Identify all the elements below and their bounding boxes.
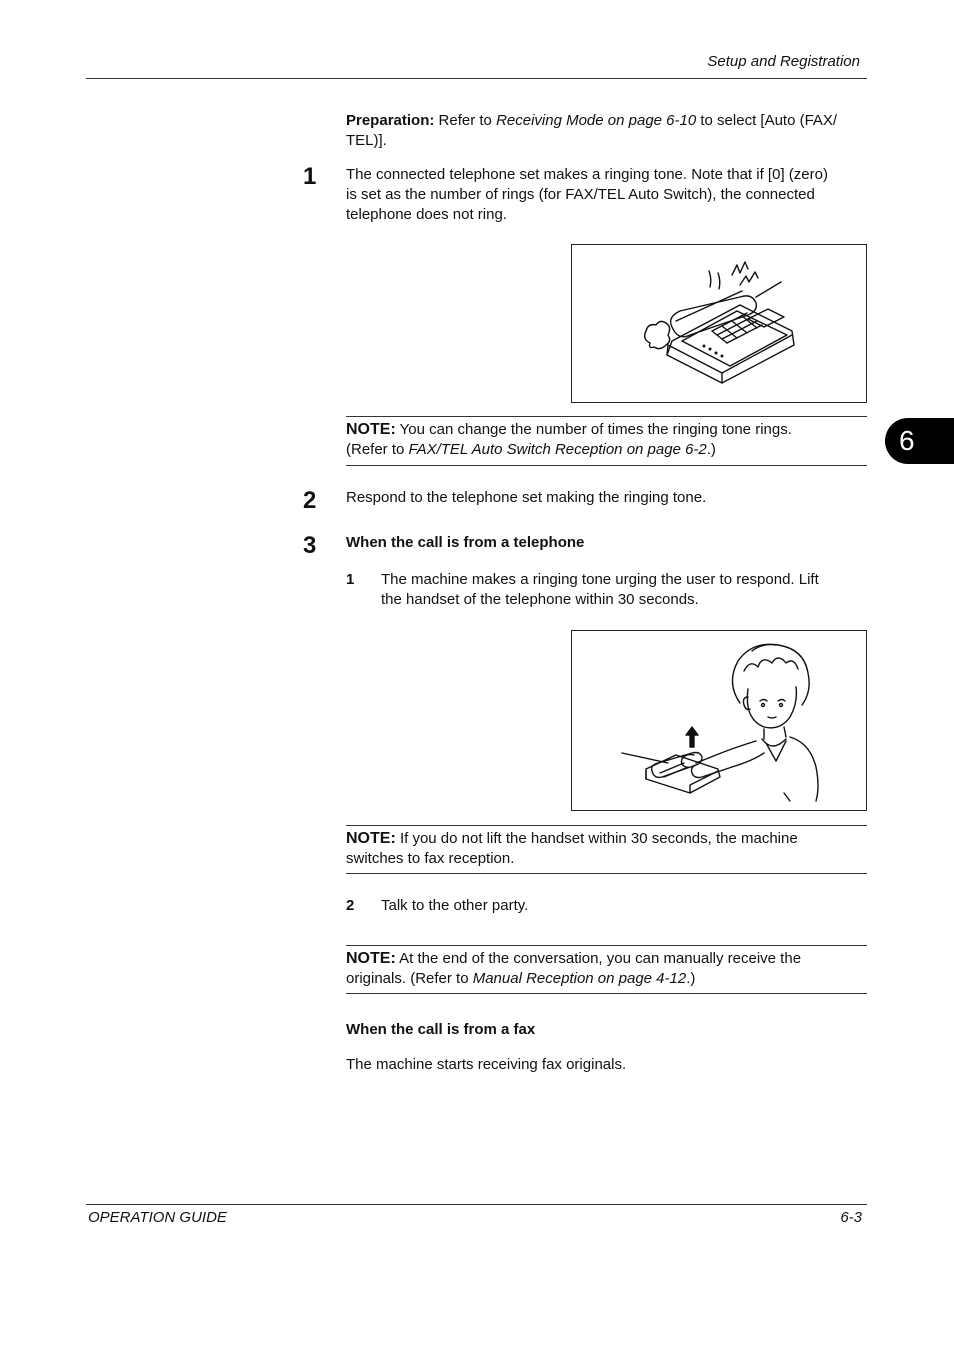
note-3-ref-link[interactable]: Manual Reception on page 4-12 (472, 970, 687, 987)
step-3-number: 3 (303, 532, 317, 559)
step-1-line: is set as the number of rings (for FAX/TEL Auto Switch), the connected (346, 186, 815, 203)
footer-page-number: 6-3 (840, 1209, 862, 1226)
note-3-text: originals. (Refer to (346, 970, 473, 987)
chapter-tab-number: 6 (899, 425, 915, 456)
step-1-line: telephone does not ring. (346, 206, 507, 223)
note-3-text: At the end of the conversation, you can manually receive the (395, 950, 802, 967)
preparation-line-1 (346, 111, 871, 131)
note-1 (346, 416, 867, 466)
substep-2-number: 2 (346, 897, 355, 914)
note-2-text: If you do not lift the handset within 30 seconds, the machine (395, 830, 798, 847)
note-2-line-2: switches to fax reception. (346, 850, 515, 867)
header-title: Setup and Registration (707, 53, 860, 70)
substep-1-line: The machine makes a ringing tone urging the user to respond. Lift (381, 571, 819, 588)
note-3-text: .) (686, 970, 696, 987)
lift-handset-illustration (571, 630, 867, 811)
preparation-ref-link[interactable]: Receiving Mode on page 6-10 (496, 112, 697, 129)
footer-rule (86, 1204, 867, 1205)
note-2-label: NOTE: (346, 830, 396, 847)
preparation-text: Refer to (434, 112, 497, 129)
substep-2-text: Talk to the other party. (381, 897, 529, 914)
person-lifting-handset-icon (572, 631, 866, 810)
chapter-tab (885, 418, 954, 464)
step-3-heading: When the call is from a telephone (346, 534, 585, 551)
note-1-ref-link[interactable]: FAX/TEL Auto Switch Reception on page 6-2 (408, 441, 707, 458)
substep-1-text (381, 570, 871, 610)
note-2-line-1 (346, 829, 867, 849)
preparation-paragraph (346, 111, 871, 151)
fax-section-text: The machine starts receiving fax originals. (346, 1056, 627, 1073)
note-3 (346, 945, 867, 994)
step-2-text: Respond to the telephone set making the ringing tone. (346, 489, 707, 506)
step-2-number: 2 (303, 487, 317, 514)
preparation-text-after: to select [Auto (FAX/ (696, 112, 838, 129)
note-3-line-2 (346, 969, 867, 989)
note-2 (346, 825, 867, 874)
step-1-number: 1 (303, 163, 317, 190)
note-1-text: .) (706, 441, 716, 458)
preparation-line-2: TEL)]. (346, 132, 387, 149)
substep-1-line: the handset of the telephone within 30 seconds. (381, 591, 699, 608)
note-3-line-1 (346, 949, 867, 969)
ringing-telephone-illustration (571, 244, 867, 403)
preparation-label: Preparation: (346, 112, 435, 129)
note-1-line-2 (346, 440, 867, 460)
step-1-text (346, 165, 871, 225)
ringing-telephone-icon (572, 245, 866, 402)
step-1-line: The connected telephone set makes a ringing tone. Note that if [0] (zero) (346, 166, 828, 183)
fax-section-heading: When the call is from a fax (346, 1021, 536, 1038)
note-1-line-1 (346, 420, 867, 440)
header-rule (86, 78, 867, 79)
note-1-text: You can change the number of times the ringing tone rings. (395, 421, 792, 438)
substep-1-number: 1 (346, 571, 355, 588)
note-3-label: NOTE: (346, 950, 396, 967)
note-1-label: NOTE: (346, 421, 396, 438)
footer-guide-title: OPERATION GUIDE (88, 1209, 227, 1226)
note-1-text: (Refer to (346, 441, 409, 458)
